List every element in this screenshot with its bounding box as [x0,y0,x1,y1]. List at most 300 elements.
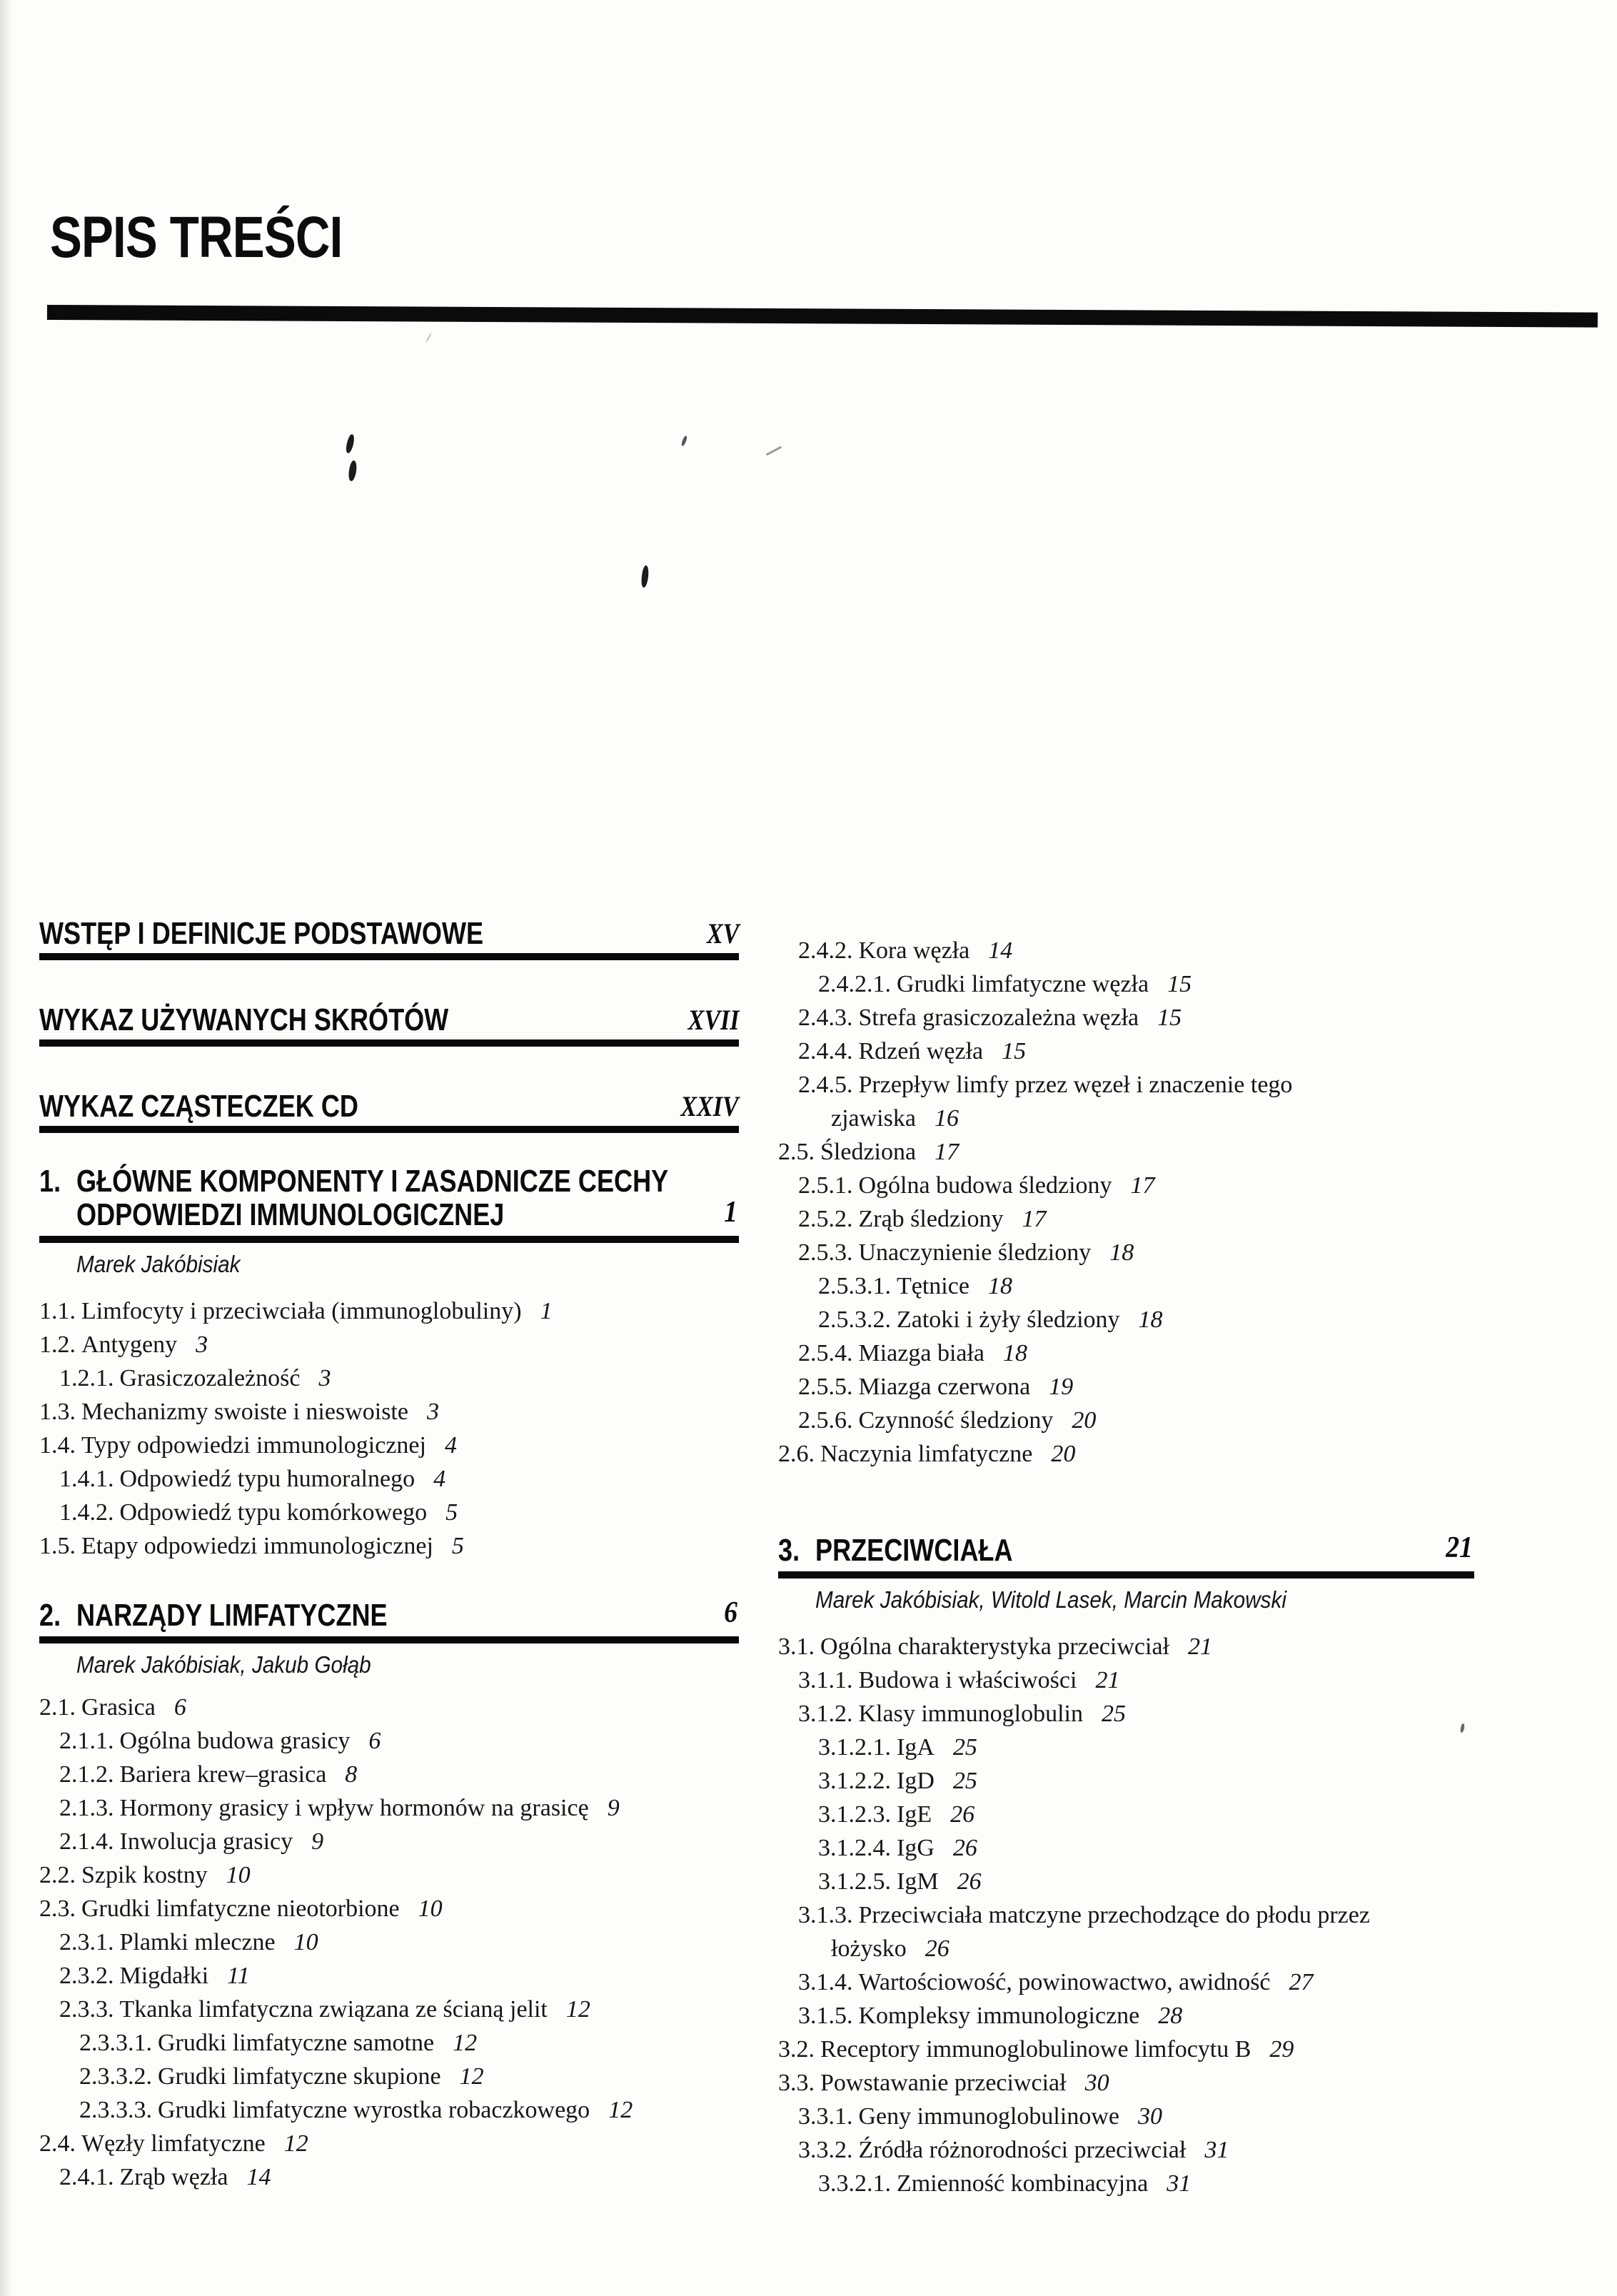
entry-number: 3.1.5. [798,2003,853,2029]
entry-page-number: 9 [607,1795,620,1821]
toc-entry-line [778,1437,1474,1471]
entry-page-number: 4 [433,1466,446,1492]
toc-entry [778,1697,1474,1731]
entry-page-number: 20 [1051,1441,1076,1467]
entry-label: Klasy immunoglobulin [858,1701,1083,1727]
entry-number: 2.5. [778,1139,815,1165]
entry-page-number: 5 [445,1499,458,1526]
entry-label: Miazga czerwona [858,1374,1031,1400]
ink-speck [348,460,358,481]
chapter-authors-text: Marek Jakóbisiak [76,1251,241,1277]
entry-label: Budowa i właściwości [858,1667,1077,1693]
chapter-title-line [76,1198,739,1232]
toc-entry [39,2093,739,2127]
entry-page-number: 18 [1138,1306,1163,1333]
entry-number: 3.3.1. [798,2103,853,2130]
entry-label: Czynność śledziony [858,1407,1054,1434]
toc-entry [778,1269,1474,1303]
entry-label: Zrąb śledziony [858,1206,1004,1232]
toc-entry [778,1731,1474,1764]
pencil-mark [766,446,782,456]
toc-entry [778,2167,1474,2200]
toc-entry-line [798,1336,1474,1370]
entry-page-number: 10 [226,1862,251,1888]
entry-label: Geny immunoglobulinowe [858,2103,1119,2130]
entry-number: 2.4.2. [798,937,853,964]
front-section-page-number: XVII [687,1004,739,1036]
entry-label: Zatoki i żyły śledziony [897,1306,1120,1333]
entry-number: 3.1.2.3. [818,1801,891,1828]
entry-label: Inwolucja grasicy [119,1828,293,1855]
entry-number: 2.1.1. [59,1728,114,1754]
entry-page-number: 6 [173,1694,186,1721]
toc-entry-line [798,1169,1474,1202]
entry-number: 2.1.3. [59,1795,114,1821]
toc-entry [778,1798,1474,1831]
toc-entry [778,2033,1474,2066]
front-section-page-number: XXIV [680,1090,739,1122]
entry-label: Limfocyty i przeciwciała (immunoglobuliny) [81,1298,522,1324]
entry-number: 3.1.4. [798,1969,853,1995]
entry-label: Grasiczozależność [119,1365,301,1391]
entry-page-number: 21 [1095,1667,1120,1693]
toc-entry-line [778,1135,1474,1169]
toc-entry-line [39,1858,739,1892]
toc-entry [778,2133,1474,2167]
toc-entry [778,1404,1474,1437]
entry-number: 2.5.6. [798,1407,853,1434]
toc-entry [778,1764,1474,1798]
chapter-block [39,1164,739,1563]
toc-entry-line [59,1993,739,2026]
entry-number: 3.1. [778,1633,815,1660]
entry-number: 2.5.3.1. [818,1273,891,1299]
toc-entry-line [39,1429,739,1462]
entry-page-number: 18 [1003,1340,1028,1366]
pencil-mark [425,333,432,343]
toc-entry [39,1925,739,1959]
ink-speck [640,565,650,588]
chapter-title-text: ODPOWIEDZI IMMUNOLOGICZNEJ [76,1197,505,1232]
toc-entry-line [798,1001,1474,1034]
title-rule [47,305,1598,328]
chapter-entries [778,1630,1474,2200]
entry-label: Ogólna budowa grasicy [119,1728,351,1754]
entry-number: 3.1.2.1. [818,1734,891,1761]
entry-number: 3.1.3. [798,1902,853,1928]
toc-entry [778,1663,1474,1697]
entry-label: Rdzeń węzła [858,1038,984,1064]
chapter-page-number: 21 [1446,1531,1473,1564]
entry-label: Zmienność kombinacyjna [897,2170,1149,2197]
entry-number: 2.1.4. [59,1828,114,1855]
entry-page-number: 6 [368,1728,381,1754]
toc-entry [39,1892,739,1925]
toc-entry [778,1001,1474,1034]
entry-label: Węzły limfatyczne [81,2130,266,2157]
toc-entry [778,1865,1474,1898]
toc-entry-line [59,2160,739,2194]
front-section-label: WYKAZ CZĄSTECZEK CD [39,1089,358,1124]
toc-entry-line [778,1630,1474,1663]
entry-label: Naczynia limfatyczne [820,1441,1033,1467]
toc-entry-line [818,1865,1474,1898]
toc-entry-line [39,1294,739,1328]
entry-label: Grudki limfatyczne nieotorbione [81,1895,400,1922]
entry-number: 3.1.2.5. [818,1868,891,1895]
entry-page-number: 10 [418,1895,443,1922]
toc-entry-line [79,2060,739,2093]
chapter-page-number: 1 [724,1196,737,1229]
toc-entry-line [818,2167,1474,2200]
toc-entry [39,1496,739,1529]
entry-number: 3.1.2.4. [818,1835,891,1861]
toc-entry-line [818,1798,1474,1831]
entry-number: 3.1.2. [798,1701,853,1727]
entry-page-number: 17 [935,1139,959,1165]
toc-entry-continuation [798,1102,1474,1135]
entry-page-number: 17 [1130,1172,1155,1199]
entry-page-number: 31 [1167,2170,1192,2197]
ink-speck [680,435,687,447]
toc-entry-continuation [798,1932,1474,1965]
toc-entry-line [798,1965,1474,1999]
toc-entry [778,1630,1474,1663]
toc-entry-line [59,1724,739,1758]
toc-entry [778,1898,1474,1965]
entry-page-number: 18 [987,1273,1012,1299]
entry-page-number: 25 [952,1734,977,1761]
chapter-title-line [76,1164,739,1198]
chapter-title-text: NARZĄDY LIMFATYCZNE [76,1598,388,1633]
entry-label: Hormony grasicy i wpływ hormonów na grasicę [119,1795,589,1821]
toc-entry-line [59,1959,739,1993]
toc-entry-line [39,2127,739,2160]
page-gutter-shadow [0,0,13,2296]
chapter-number: 2. [39,1598,61,1633]
entry-label: Unaczynienie śledziony [858,1239,1092,1266]
entry-page-number: 19 [1049,1374,1074,1400]
toc-entry-line [798,1034,1474,1068]
entry-number: 2.4. [39,2130,76,2157]
chapter-authors [815,1586,1474,1614]
toc-entry-line [818,1303,1474,1336]
entry-number: 2.1.2. [59,1761,114,1788]
entry-page-number: 8 [345,1761,358,1788]
toc-entry-line [798,934,1474,967]
toc-entry [778,1202,1474,1236]
entry-label: IgE [897,1801,932,1828]
toc-entry [778,2100,1474,2133]
entry-label: Migdałki [119,1963,209,1989]
entry-page-number: 26 [952,1835,977,1861]
toc-entry-line [798,2100,1474,2133]
entry-number: 2.3.3.3. [79,2097,152,2123]
chapter-entries [39,1294,739,1563]
toc-entry [39,1529,739,1563]
page-title-text: SPIS TREŚCI [50,205,343,270]
entry-number: 1.1. [39,1298,76,1324]
entry-number: 2.2. [39,1862,76,1888]
entry-label: Wartościowość, powinowactwo, awidność [858,1969,1271,1995]
toc-entry-line [59,1496,739,1529]
toc-entry-line [818,1731,1474,1764]
toc-entry-line [59,1825,739,1858]
chapter-entries [39,1691,739,2194]
entry-number: 2.1. [39,1694,76,1721]
toc-entry [39,1328,739,1361]
toc-entry [39,1758,739,1791]
chapter-authors [76,1250,739,1279]
entry-label: Strefa grasiczozależna węzła [858,1004,1139,1031]
entry-page-number: 17 [1022,1206,1047,1232]
entry-page-number: 14 [246,2164,271,2190]
chapter-title-text: PRZECIWCIAŁA [815,1533,1013,1568]
toc-entry-line [778,2066,1474,2100]
toc-entry-line [818,1831,1474,1865]
ink-speck [345,433,356,453]
entry-number: 2.5.5. [798,1374,853,1400]
toc-entry [39,2127,739,2160]
chapter-authors-text: Marek Jakóbisiak, Jakub Gołąb [76,1651,371,1678]
entry-number: 2.3.3.2. [79,2063,152,2090]
entry-number: 3.3.2.1. [818,2170,891,2197]
toc-entry-line [39,1892,739,1925]
toc-entry [39,1791,739,1825]
toc-entry [39,1294,739,1328]
chapter-number: 3. [778,1533,800,1568]
toc-entry [778,1236,1474,1269]
toc-entry-line [798,1068,1474,1102]
entry-page-number: 4 [444,1432,457,1459]
toc-entry-line [59,1361,739,1395]
entry-page-number: 12 [459,2063,484,2090]
entry-label: Etapy odpowiedzi immunologicznej [81,1533,433,1559]
entry-label: IgG [897,1835,935,1861]
entry-label: Grudki limfatyczne skupione [158,2063,441,2090]
entry-label: Plamki mleczne [119,1929,276,1955]
page-title [50,205,406,270]
entry-page-number: 26 [950,1801,975,1828]
entry-number: 2.4.2.1. [818,971,891,997]
entry-page-number: 3 [426,1399,439,1425]
entry-page-number: 30 [1137,2103,1162,2130]
entry-number: 2.5.3.2. [818,1306,891,1333]
toc-entry-line [59,1925,739,1959]
entry-number: 2.3.1. [59,1929,114,1955]
chapter-authors [76,1651,739,1679]
entry-page-number: 1 [540,1298,553,1324]
entry-page-number: 15 [1002,1038,1027,1064]
toc-entry-line [798,1898,1474,1932]
toc-entry-line [818,1269,1474,1303]
front-section [39,1091,739,1133]
toc-entry-line [39,1328,739,1361]
entry-page-number: 16 [934,1105,959,1132]
entry-label: Grudki limfatyczne węzła [897,971,1149,997]
entry-page-number: 31 [1204,2137,1229,2163]
front-section-page-number: XV [706,917,739,950]
toc-entry [778,1370,1474,1404]
toc-entry-line [79,2026,739,2060]
toc-entry-line [39,1395,739,1429]
entry-number: 2.3.3. [59,1996,114,2023]
entry-label: Źródła różnorodności przeciwciał [858,2137,1187,2163]
entry-number: 3.1.1. [798,1667,853,1693]
entry-label: Bariera krew–grasica [119,1761,327,1788]
entry-label: Tętnice [897,1273,969,1299]
toc-entry [39,2060,739,2093]
entry-page-number: 9 [311,1828,324,1855]
entry-label: Antygeny [81,1331,178,1358]
entry-label: IgD [897,1768,935,1794]
toc-entry [39,2026,739,2060]
chapter-heading [778,1531,1474,1578]
chapter-heading [39,1598,739,1643]
toc-entry [39,2160,739,2194]
entry-page-number: 15 [1157,1004,1182,1031]
entry-number: 2.5.3. [798,1239,853,1266]
toc-entry [39,1959,739,1993]
front-section [39,918,739,960]
toc-entry [778,1135,1474,1169]
front-section-label: WYKAZ UŻYWANYCH SKRÓTÓW [39,1002,449,1037]
entry-label: Szpik kostny [81,1862,208,1888]
entry-label: IgA [897,1734,935,1761]
entry-label: IgM [897,1868,939,1895]
entry-page-number: 29 [1269,2036,1294,2063]
toc-entry-line [59,1462,739,1496]
entry-number: 3.2. [778,2036,815,2063]
entry-page-number: 28 [1158,2003,1183,2029]
entry-label-continued: zjawiska [831,1105,916,1132]
entry-page-number: 30 [1084,2070,1109,2096]
toc-entry [39,1395,739,1429]
front-section-label: WSTĘP I DEFINICJE PODSTAWOWE [39,916,484,951]
entry-number: 1.4. [39,1432,76,1459]
toc-entry-line [798,1370,1474,1404]
entry-page-number: 26 [925,1935,949,1962]
chapter-title-text: GŁÓWNE KOMPONENTY I ZASADNICZE CECHY [76,1164,669,1199]
toc-entry [778,1831,1474,1865]
entry-label: Tkanka limfatyczna związana ze ścianą jelit [119,1996,548,2023]
entry-page-number: 25 [952,1768,977,1794]
toc-entry [778,1437,1474,1471]
entry-number: 1.4.2. [59,1499,114,1526]
entry-label: Typy odpowiedzi immunologicznej [81,1432,426,1459]
toc-entry-line [818,967,1474,1001]
toc-entry [39,1993,739,2026]
entry-label: Ogólna charakterystyka przeciwciał [820,1633,1169,1660]
entry-page-number: 12 [453,2030,478,2056]
toc-entry [778,934,1474,967]
entry-label: Receptory immunoglobulinowe limfocytu B [820,2036,1251,2063]
toc-entry [778,1336,1474,1370]
entry-page-number: 20 [1072,1407,1097,1434]
entry-number: 2.3.3.1. [79,2030,152,2056]
toc-entry [778,2066,1474,2100]
toc-entry-line [798,1999,1474,2033]
entry-number: 2.4.5. [798,1072,853,1098]
toc-entry [778,1169,1474,1202]
entry-label: Grudki limfatyczne wyrostka robaczkowego [158,2097,590,2123]
entry-label: Grasica [81,1694,156,1721]
chapter-title-line [76,1598,739,1632]
entry-number: 1.5. [39,1533,76,1559]
toc-entry-line [818,1764,1474,1798]
chapter-page-number: 6 [724,1596,737,1629]
entry-number: 2.3. [39,1895,76,1922]
entry-label: Ogólna budowa śledziony [858,1172,1112,1199]
chapter-number: 1. [39,1164,61,1199]
toc-entry-line [798,1404,1474,1437]
toc-entry [39,1462,739,1496]
entry-label: Odpowiedź typu humoralnego [119,1466,415,1492]
chapter-title-line [815,1531,1474,1568]
toc-entry [778,1068,1474,1135]
entry-page-number: 11 [227,1963,250,1989]
entry-page-number: 21 [1187,1633,1212,1660]
toc-entry-line [39,1691,739,1724]
toc-entry [39,1691,739,1724]
entry-label: Mechanizmy swoiste i nieswoiste [81,1399,408,1425]
chapter-block [778,1531,1474,2200]
entry-number: 2.5.1. [798,1172,853,1199]
toc-entry-line [798,1697,1474,1731]
chapter-block [39,1598,739,2194]
toc-entry [39,1361,739,1395]
entry-number: 2.4.3. [798,1004,853,1031]
entry-label: Zrąb węzła [119,2164,228,2190]
entry-page-number: 27 [1289,1969,1314,1995]
toc-entry [39,1429,739,1462]
entry-label-continued: łożysko [831,1935,907,1962]
entry-number: 1.2.1. [59,1365,114,1391]
toc-column-right [778,914,1474,2200]
entry-page-number: 26 [957,1868,982,1895]
front-sections [39,918,739,1133]
toc-entry-line [798,1236,1474,1269]
entry-label: Grudki limfatyczne samotne [158,2030,435,2056]
entry-number: 1.3. [39,1399,76,1425]
entry-label: Kora węzła [858,937,970,964]
entry-page-number: 12 [283,2130,308,2157]
toc-entry-line [59,1791,739,1825]
entry-page-number: 3 [318,1365,331,1391]
entry-page-number: 12 [565,1996,590,2023]
entry-label: Odpowiedź typu komórkowego [119,1499,428,1526]
entry-page-number: 3 [196,1331,208,1358]
entry-number: 2.4.1. [59,2164,114,2190]
toc-entry-line [778,2033,1474,2066]
front-section [39,1004,739,1047]
entry-page-number: 5 [451,1533,464,1559]
entry-page-number: 25 [1102,1701,1126,1727]
entry-number: 3.1.2.2. [818,1768,891,1794]
toc-entry [778,1999,1474,2033]
entry-number: 1.2. [39,1331,76,1358]
chapter-entries-continuation [778,934,1474,1471]
entry-number: 2.6. [778,1441,815,1467]
entry-page-number: 18 [1109,1239,1134,1266]
entry-number: 2.5.4. [798,1340,853,1366]
entry-number: 2.5.2. [798,1206,853,1232]
toc-entry [778,1034,1474,1068]
entry-number: 3.3. [778,2070,815,2096]
entry-label: Śledziona [820,1139,917,1165]
entry-label: Powstawanie przeciwciał [820,2070,1067,2096]
entry-label: Przeciwciała matczyne przechodzące do płodu przez [858,1902,1370,1928]
